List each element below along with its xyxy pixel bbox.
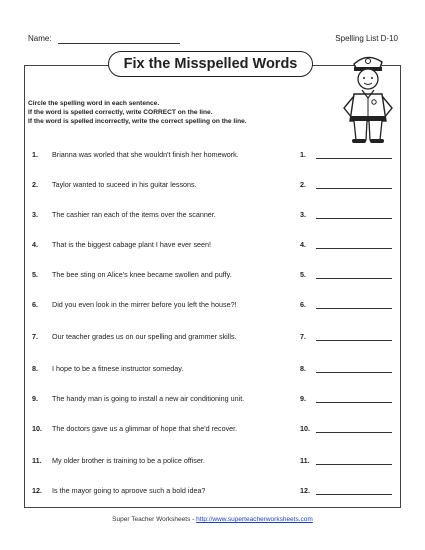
instructions [28,99,328,126]
question-sentence: The cashier ran each of the items over the scanner. [52,210,216,219]
question-row [0,394,425,406]
question-number: 9. [32,394,38,403]
answer-line[interactable] [316,248,392,249]
answer-number: 3. [300,210,306,219]
instruction-line: Circle the spelling word in each sentence. [28,100,160,107]
answer-line[interactable] [316,372,392,373]
answer-number: 7. [300,332,306,341]
footer [0,516,425,523]
question-sentence: My older brother is training to be a police offiser. [52,456,205,465]
question-row [0,150,425,162]
name-label: Name: [28,34,52,43]
question-number: 12. [32,486,42,495]
answer-number: 9. [300,394,306,403]
question-row [0,424,425,436]
question-row [0,364,425,376]
question-number: 11. [32,456,42,465]
question-sentence: Our teacher grades us on our spelling and grammer skills. [52,332,237,341]
question-row [0,210,425,222]
question-number: 4. [32,240,38,249]
question-number: 7. [32,332,38,341]
question-sentence: The handy man is going to install a new air conditioning unit. [52,394,245,403]
answer-number: 11. [300,456,310,465]
question-number: 8. [32,364,38,373]
answer-number: 1. [300,150,306,159]
question-row [0,270,425,282]
instruction-line: If the word is spelled correctly, write CORRECT on the line. [28,109,213,116]
footer-separator: - [190,516,197,523]
answer-line[interactable] [316,432,392,433]
question-sentence: Brianna was worled that she wouldn't finish her homework. [52,150,239,159]
worksheet-title-text: Fix the Misspelled Words [123,56,298,72]
answer-number: 10. [300,424,310,433]
question-sentence: That is the biggest cabage plant I have ever seen! [52,240,212,249]
answer-line[interactable] [316,218,392,219]
question-row [0,180,425,192]
question-row [0,456,425,468]
answer-line[interactable] [316,494,392,495]
answer-number: 8. [300,364,306,373]
question-sentence: The bee sting on Alice's knee became swollen and puffy. [52,270,232,279]
answer-line[interactable] [316,188,392,189]
question-number: 2. [32,180,38,189]
answer-number: 6. [300,300,306,309]
worksheet-title [108,51,313,77]
question-sentence: Did you even look in the mirrer before you left the house?! [52,300,237,309]
answer-number: 2. [300,180,306,189]
question-sentence: The doctors gave us a glimmar of hope that she'd recover. [52,424,238,433]
answer-line[interactable] [316,464,392,465]
answer-line[interactable] [316,340,392,341]
question-number: 3. [32,210,38,219]
answer-number: 5. [300,270,306,279]
question-row [0,486,425,498]
answer-line[interactable] [316,308,392,309]
instruction-line: If the word is spelled incorrectly, write the correct spelling on the line. [28,118,247,125]
question-sentence: Is the mayor going to aproove such a bold idea? [52,486,206,495]
footer-url-link[interactable]: http://www.superteacherworksheets.com [196,516,313,523]
answer-line[interactable] [316,278,392,279]
question-row [0,332,425,344]
question-number: 5. [32,270,38,279]
question-number: 1. [32,150,38,159]
spelling-list-label: Spelling List D-10 [335,34,398,43]
question-number: 10. [32,424,42,433]
question-row [0,300,425,312]
question-sentence: Taylor wanted to suceed in his guitar lessons. [52,180,197,189]
question-row [0,240,425,252]
answer-line[interactable] [316,402,392,403]
question-sentence: I hope to be a fitnese instructor someday. [52,364,184,373]
question-number: 6. [32,300,38,309]
police-officer-icon [336,46,398,146]
name-line[interactable] [58,43,180,44]
answer-number: 4. [300,240,306,249]
answer-line[interactable] [316,158,392,159]
answer-number: 12. [300,486,310,495]
footer-site-name: Super Teacher Worksheets [112,516,191,523]
